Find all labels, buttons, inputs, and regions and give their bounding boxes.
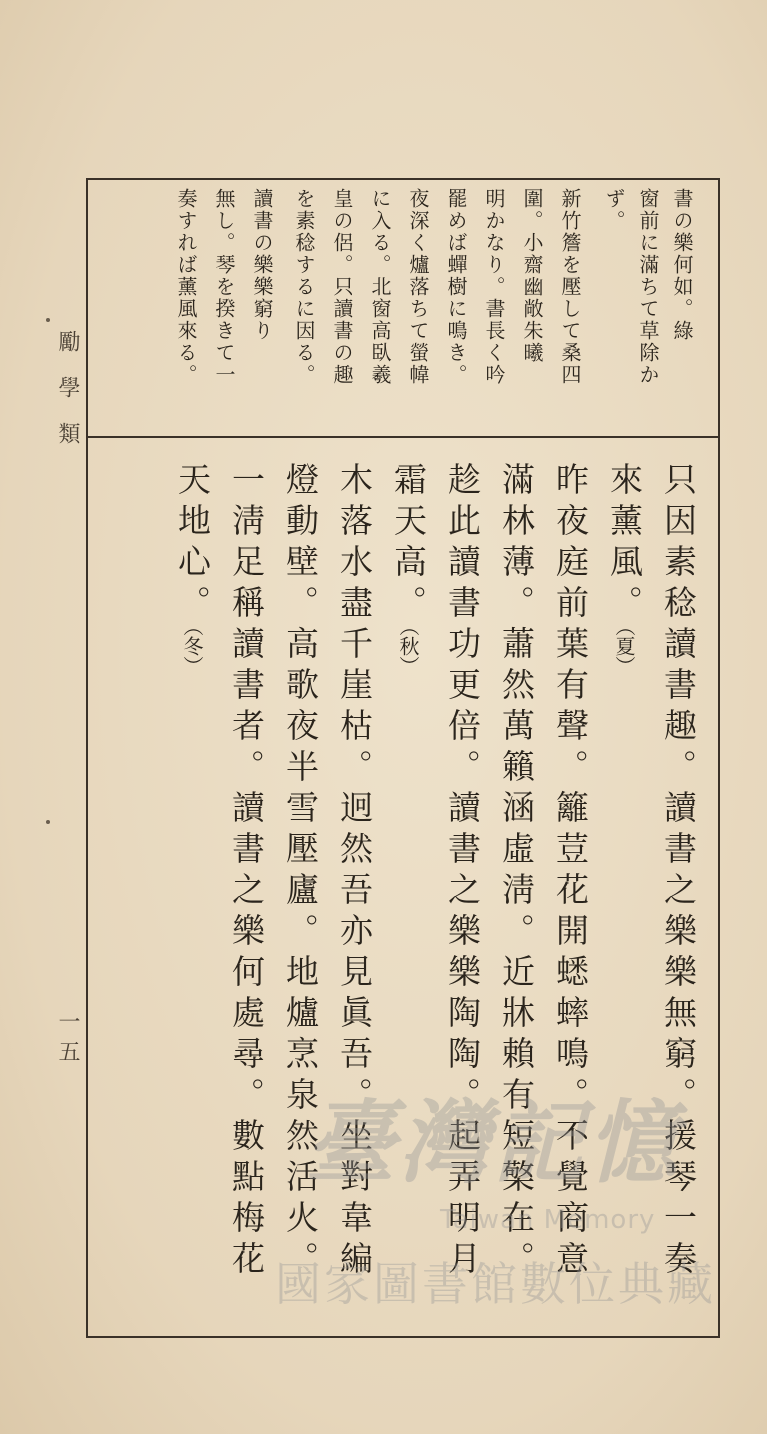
poem-column (659, 462, 698, 1282)
upper-column: 讀書の樂樂窮り (250, 188, 274, 342)
upper-column: 奏すれば薰風來る。 (174, 188, 198, 386)
poem-column (281, 462, 320, 1282)
upper-column: 窗前に滿ちて草除か (636, 188, 660, 386)
poem-line: 來薰風。 (605, 462, 644, 626)
poem-line: 滿林薄。蕭然萬籟涵虛淸。近牀賴有短檠在。 (497, 462, 536, 1282)
frame-divider (86, 436, 720, 438)
watermark-english: Taiwan Memory (440, 1205, 656, 1235)
page-number: 一五 (55, 1010, 80, 1070)
poem-column (173, 462, 212, 676)
poem-column (551, 462, 590, 1282)
upper-column: 圍。小齋幽敞朱曦 (520, 188, 544, 364)
poem-line: 昨夜庭前葉有聲。籬荳花開蟋蟀鳴。不覺商意 (551, 462, 590, 1282)
upper-column: に入る。北窗高臥羲 (368, 188, 392, 386)
margin-dot (46, 318, 50, 322)
poem-line: 只因素稔讀書趣。讀書之樂樂無窮。援琴一奏 (659, 462, 698, 1282)
poem-line: 一淸足稱讀書者。讀書之樂何處尋。數點梅花 (227, 462, 266, 1282)
poem-line: 天地心。 (173, 462, 212, 626)
poem-column (227, 462, 266, 1282)
season-tag: （冬） (180, 626, 204, 676)
poem-column (605, 462, 644, 676)
upper-column: 皇の侶。只讀書の趣 (330, 188, 354, 386)
watermark-library: 國家圖書館數位典藏 (275, 1257, 716, 1311)
poem-column (335, 462, 374, 1282)
upper-column: ず。 (602, 188, 626, 232)
upper-column: 書の樂何如。綠 (670, 188, 694, 342)
poem-column (443, 462, 482, 1282)
upper-column: を素稔するに因る。 (292, 188, 316, 386)
poem-line: 霜天高。 (389, 462, 428, 626)
season-tag: （夏） (612, 626, 636, 676)
poem-line: 燈動壁。高歌夜半雪壓廬。地爐烹泉然活火。 (281, 462, 320, 1282)
watermark-logo: 臺灣記憶 (305, 1091, 681, 1196)
upper-column: 夜深く爐落ちて螢幃 (406, 188, 430, 386)
upper-column: 新竹簷を壓して桑四 (558, 188, 582, 386)
upper-column: 罷めば蟬樹に鳴き。 (444, 188, 468, 386)
poem-line: 趁此讀書功更倍。讀書之樂樂陶陶。起弄明月 (443, 462, 482, 1282)
upper-column: 明かなり。書長く吟 (482, 188, 506, 386)
poem-column (389, 462, 428, 676)
poem-column (497, 462, 536, 1282)
margin-dot (46, 820, 50, 824)
season-tag: （秋） (396, 626, 420, 676)
poem-line: 木落水盡千崖枯。迥然吾亦見眞吾。坐對韋編 (335, 462, 374, 1282)
upper-column: 無し。琴を揆きて一 (212, 188, 236, 386)
margin-label: 勵學類 (55, 330, 80, 468)
